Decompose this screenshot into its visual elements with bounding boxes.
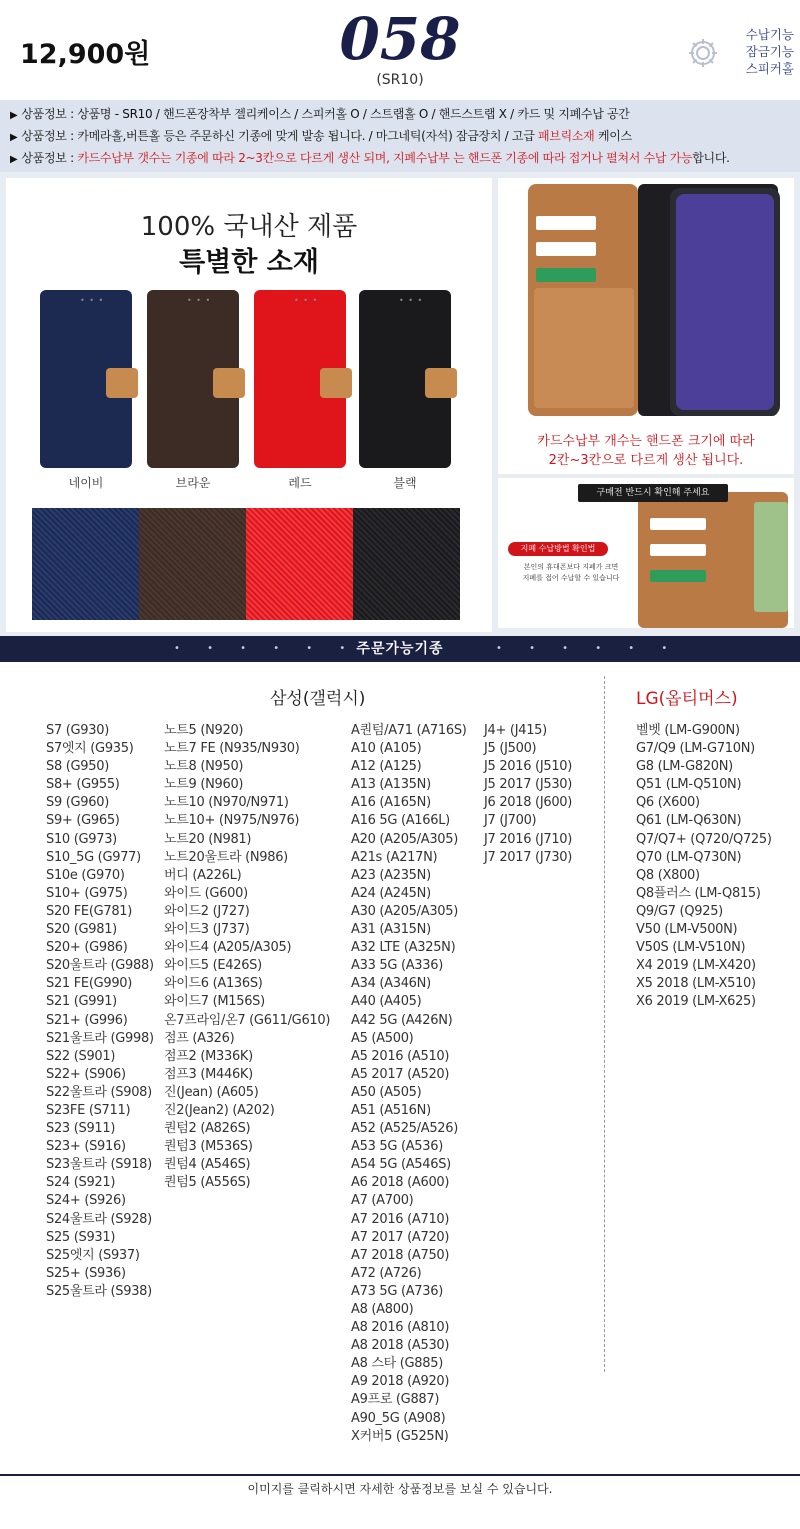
model-item: S20 FE(G781) (46, 903, 133, 919)
model-item: Q6 (X600) (636, 795, 700, 811)
color-panel (6, 178, 492, 632)
samsung-list-col2 (164, 722, 330, 1192)
color-label-navy: 네이비 (68, 476, 104, 490)
samsung-list-col3 (351, 722, 467, 1446)
color-label-black: 블랙 (393, 476, 417, 490)
divider (604, 676, 605, 1372)
card-slot-caption: 카드수납부 개수는 핸드폰 크기에 따라 2칸~3칸으로 다르게 생산 됩니다. (537, 434, 755, 468)
model-item: X4 2019 (LM-X420) (636, 958, 756, 974)
model-item: J6 2018 (J600) (484, 795, 573, 811)
model-item: S20+ (G986) (46, 940, 128, 956)
model-item: 와이드6 (A136S) (164, 976, 263, 992)
model-item: A10 (A105) (351, 741, 422, 757)
model-item: A53 5G (A536) (351, 1139, 443, 1155)
model-item: 진(Jean) (A605) (164, 1084, 259, 1100)
model-item: 퀀텀3 (M536S) (164, 1139, 253, 1155)
model-item: S7엣지 (G935) (46, 741, 134, 757)
model-item: A6 2018 (A600) (351, 1175, 450, 1191)
model-item: S24+ (S926) (46, 1193, 126, 1209)
fabric-swatch-red (246, 508, 353, 620)
model-item: S10_5G (G977) (46, 849, 141, 865)
model-item: S23울트라 (S918) (46, 1157, 152, 1173)
model-item: A7 2018 (A750) (351, 1247, 450, 1263)
model-item: 노트5 (N920) (164, 723, 244, 738)
model-item: S25+ (S936) (46, 1265, 126, 1281)
model-item: S23 (S911) (46, 1121, 116, 1137)
model-item: S21울트라 (G998) (46, 1030, 154, 1046)
model-item: 점프2 (M336K) (164, 1048, 253, 1064)
model-item: S25엣지 (S937) (46, 1247, 140, 1263)
model-item: 노트7 FE (N935/N930) (164, 741, 300, 757)
domestic-title: 100% 국내산 제품 (140, 212, 358, 242)
case-black: • • • (359, 290, 451, 468)
model-item: 노트20울트라 (N986) (164, 849, 288, 865)
model-item: A5 2017 (A520) (351, 1066, 450, 1082)
color-label-red: 레드 (288, 476, 312, 490)
model-item: S21 FE(G990) (46, 976, 133, 992)
material-title: 특별한 소재 (179, 247, 319, 278)
model-code: (SR10) (376, 72, 424, 88)
info-line-1: ▶ 상품정보 : 상품명 - SR10 / 핸드폰장착부 젤리케이스 / 스피커홀 O / 스트랩홀 O / 핸드스트랩 X / 카드 및 지폐수납 공간 (10, 104, 790, 126)
model-item: 버디 (A226L) (164, 867, 242, 883)
model-item: 와이드7 (M156S) (164, 994, 265, 1010)
model-item: A51 (A516N) (351, 1102, 431, 1118)
triangle-right-icon: ▶ (10, 154, 18, 165)
case-red: • • • (254, 290, 346, 468)
model-item: A5 2016 (A510) (351, 1048, 450, 1064)
model-number: 058 (339, 5, 461, 73)
model-item: A31 (A315N) (351, 922, 431, 938)
model-item: 노트20 (N981) (164, 831, 252, 847)
model-item: S23+ (S916) (46, 1139, 126, 1155)
model-item: A퀀텀/A71 (A716S) (351, 723, 467, 738)
fabric-swatch-black (353, 508, 460, 620)
model-item: S9 (G960) (46, 795, 109, 811)
model-item: Q9/G7 (Q925) (636, 903, 723, 919)
model-item: 퀀텀5 (A556S) (164, 1175, 251, 1191)
triangle-right-icon: ▶ (10, 132, 18, 143)
model-item: A33 5G (A336) (351, 958, 443, 974)
model-item: S9+ (G965) (46, 813, 120, 829)
model-item: S24 (S921) (46, 1175, 116, 1191)
model-item: A24 (A245N) (351, 885, 431, 901)
samsung-list-col4 (484, 722, 572, 867)
fabric-swatch-navy (32, 508, 139, 620)
price: 12,900원 (20, 39, 151, 70)
card-slot-panel (498, 178, 794, 474)
model-item: V50 (LM-V500N) (636, 922, 738, 938)
model-item: 온7프라임/온7 (G611/G610) (164, 1012, 331, 1028)
model-item: S25울트라 (S938) (46, 1283, 152, 1299)
model-item: A32 LTE (A325N) (351, 940, 456, 956)
info-line-3: ▶ 상품정보 : 카드수납부 갯수는 기종에 따라 2~3칸으로 다르게 생산 되며, 지폐수납부 는 핸드폰 기종에 따라 접거나 펼쳐서 수납 가능합니다. (10, 148, 790, 170)
model-item: A8 2018 (A530) (351, 1338, 450, 1354)
model-item: S22 (S901) (46, 1048, 116, 1064)
model-item: A5 (A500) (351, 1030, 414, 1046)
model-item: S22+ (S906) (46, 1066, 126, 1082)
model-item: A8 스타 (G885) (351, 1356, 443, 1372)
model-item: 노트8 (N950) (164, 759, 244, 775)
model-item: Q70 (LM-Q730N) (636, 849, 742, 865)
model-item: A34 (A346N) (351, 976, 431, 992)
model-item: A8 2016 (A810) (351, 1320, 450, 1336)
model-item: S25 (S931) (46, 1229, 116, 1245)
model-item: 점프 (A326) (164, 1030, 235, 1046)
open-case-illustration (498, 178, 794, 428)
model-item: Q61 (LM-Q630N) (636, 813, 742, 829)
model-item: X5 2018 (LM-X510) (636, 976, 756, 992)
wallet-method-text: 본인의 휴대폰보다 지폐가 크면 지폐를 접어 수납할 수 있습니다 (522, 563, 620, 582)
model-item: S8 (G950) (46, 759, 109, 775)
triangle-right-icon: ▶ (10, 110, 18, 121)
model-item: V50S (LM-V510N) (636, 940, 746, 956)
model-item: 점프3 (M446K) (164, 1066, 253, 1082)
model-item: 와이드4 (A205/A305) (164, 940, 292, 956)
model-item: J5 (J500) (484, 741, 537, 757)
model-item: A40 (A405) (351, 994, 422, 1010)
model-item: A30 (A205/A305) (351, 903, 459, 919)
model-item: X커버5 (G525N) (351, 1428, 449, 1444)
color-label-brown: 브라운 (175, 476, 211, 490)
model-item: 퀀텀4 (A546S) (164, 1157, 251, 1173)
model-item: S24울트라 (S928) (46, 1211, 152, 1227)
model-item: A16 (A165N) (351, 795, 431, 811)
model-item: 노트9 (N960) (164, 777, 244, 793)
feature-speaker: 스피커홀 (745, 61, 794, 76)
info-line-2: ▶ 상품정보 : 카메라홀,버튼홀 등은 주문하신 기종에 맞게 발송 됩니다. / 마그네틱(자석) 잠금장치 / 고급 패브릭소재 케이스 (10, 126, 790, 148)
model-item: A23 (A235N) (351, 867, 431, 883)
model-item: S10+ (G975) (46, 885, 128, 901)
model-item: A42 5G (A426N) (351, 1012, 453, 1028)
model-item: S20 (G981) (46, 922, 117, 938)
fabric-swatch-brown (139, 508, 246, 620)
model-item: A16 5G (A166L) (351, 813, 450, 829)
model-item: G8 (LM-G820N) (636, 759, 733, 775)
model-item: A7 2016 (A710) (351, 1211, 450, 1227)
model-item: S10 (G973) (46, 831, 117, 847)
model-item: A8 (A800) (351, 1302, 414, 1317)
samsung-list-col1 (46, 722, 154, 1301)
model-item: S22울트라 (S908) (46, 1084, 152, 1100)
model-item: A9 2018 (A920) (351, 1374, 450, 1390)
lg-list (636, 722, 772, 1012)
notice-badge: 구매전 반드시 확인해 주세요 (578, 484, 728, 502)
footer-divider (0, 1474, 800, 1476)
model-item: 노트10 (N970/N971) (164, 795, 289, 811)
model-item: J7 2017 (J730) (484, 849, 573, 865)
feature-lock: 잠금기능 (745, 44, 794, 59)
model-item: 노트10+ (N975/N976) (164, 813, 300, 829)
lg-title: LG(옵티머스) (636, 689, 738, 709)
model-item: A90_5G (A908) (351, 1410, 446, 1426)
samsung-title: 삼성(갤럭시) (270, 689, 366, 709)
model-item: S8+ (G955) (46, 777, 120, 793)
case-brown: • • • (147, 290, 239, 468)
model-item: A21s (A217N) (351, 849, 438, 865)
product-image[interactable] (0, 172, 800, 636)
model-item: A7 2017 (A720) (351, 1229, 450, 1245)
dots-left: • • • • • • (174, 643, 358, 654)
model-item: A52 (A525/A526) (351, 1121, 459, 1137)
model-item: A12 (A125) (351, 759, 422, 775)
feature-list (724, 26, 794, 77)
footer-notice: 이미지를 클릭하시면 자세한 상품정보를 보실 수 있습니다. (247, 1482, 553, 1496)
model-item: J7 (J700) (484, 813, 537, 829)
model-item: Q8플러스 (LM-Q815) (636, 885, 761, 901)
model-item: 와이드5 (E426S) (164, 958, 262, 974)
model-item: J5 2016 (J510) (484, 759, 573, 775)
section-title: • • • • • • 주문가능기종 • • • • • • (0, 636, 800, 662)
model-item: A9프로 (G887) (351, 1392, 440, 1408)
model-item: 퀀텀2 (A826S) (164, 1121, 251, 1137)
model-item: S7 (G930) (46, 723, 109, 738)
model-item: 와이드2 (J727) (164, 903, 250, 919)
model-item: A72 (A726) (351, 1265, 422, 1281)
dots-right: • • • • • • (496, 643, 680, 654)
header (0, 0, 800, 100)
wallet-method-label: 지폐 수납방법 확인법 (508, 542, 608, 556)
model-item: Q51 (LM-Q510N) (636, 777, 742, 793)
model-item: A20 (A205/A305) (351, 831, 459, 847)
model-item: S10e (G970) (46, 867, 125, 883)
model-item: 와이드 (G600) (164, 885, 248, 901)
model-item: G7/Q9 (LM-G710N) (636, 741, 755, 757)
model-item: Q8 (X800) (636, 867, 700, 883)
wallet-panel (498, 478, 794, 628)
model-item: S23FE (S711) (46, 1102, 131, 1118)
case-navy: • • • (40, 290, 132, 468)
model-item: A13 (A135N) (351, 777, 431, 793)
model-item: A73 5G (A736) (351, 1283, 443, 1299)
model-item: S20울트라 (G988) (46, 958, 154, 974)
product-info (0, 100, 800, 172)
gear-icon (686, 36, 720, 70)
model-item: 와이드3 (J737) (164, 922, 250, 938)
model-item: J4+ (J415) (484, 723, 547, 738)
model-item: 진2(Jean2) (A202) (164, 1102, 275, 1118)
model-item: A7 (A700) (351, 1193, 414, 1209)
model-item: J7 2016 (J710) (484, 831, 573, 847)
model-item: Q7/Q7+ (Q720/Q725) (636, 831, 772, 847)
model-item: S21+ (G996) (46, 1012, 128, 1028)
model-item: A54 5G (A546S) (351, 1157, 451, 1173)
model-item: S21 (G991) (46, 994, 117, 1010)
model-item: 벨벳 (LM-G900N) (636, 723, 740, 738)
model-item: J5 2017 (J530) (484, 777, 573, 793)
model-item: A50 (A505) (351, 1084, 422, 1100)
model-item: X6 2019 (LM-X625) (636, 994, 756, 1010)
feature-storage: 수납기능 (745, 27, 794, 42)
